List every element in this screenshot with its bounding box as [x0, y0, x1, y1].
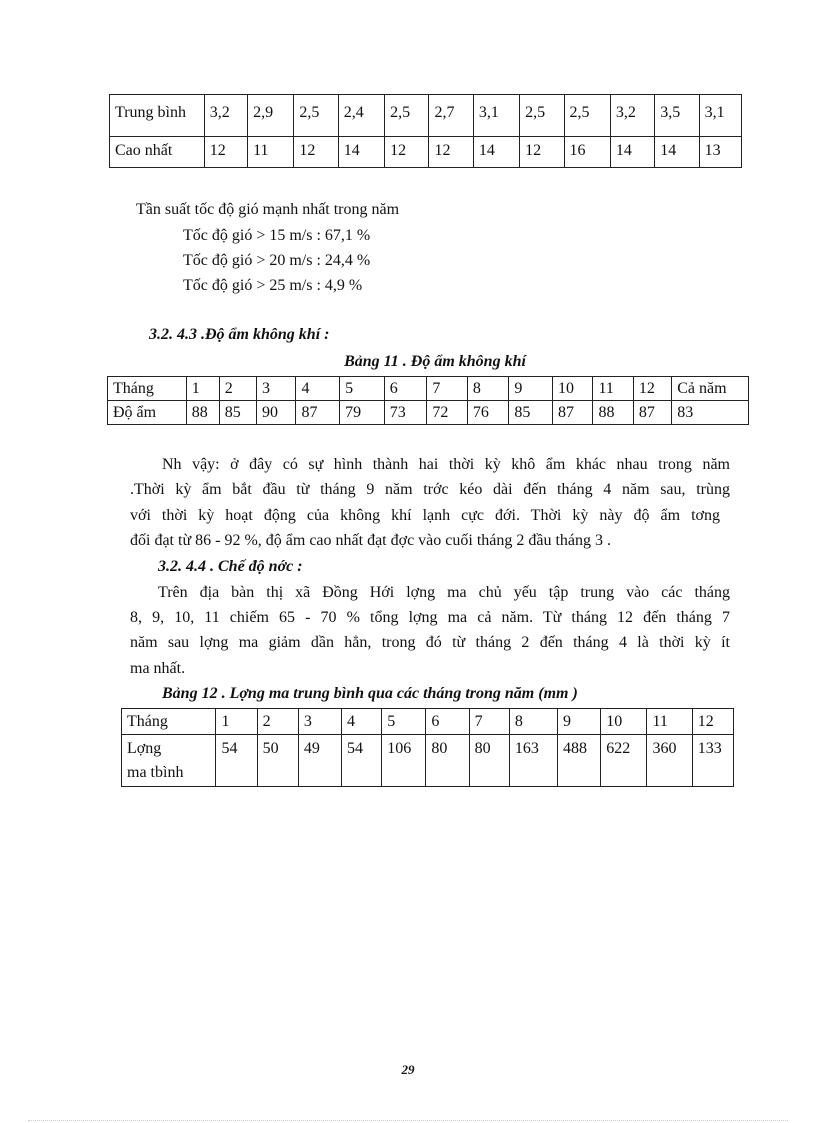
table-cell: 3,1 — [473, 95, 519, 137]
wind-freq-item: Tốc độ gió > 20 m/s : 24,4 % — [183, 252, 371, 269]
paragraph-line: .Thời kỳ ẩm bắt đầu từ tháng 9 năm trớc kéo dài đến tháng 4 năm sau, trùng — [130, 481, 730, 498]
column-header: 11 — [647, 709, 692, 735]
table-cell: 2,7 — [429, 95, 473, 137]
row-label: Cao nhất — [110, 137, 205, 168]
table-cell: 2,5 — [564, 95, 610, 137]
table-caption-humidity: Bảng 11 . Độ ẩm không khí — [344, 353, 526, 370]
table-cell: 88 — [186, 401, 219, 425]
humidity-table — [107, 376, 749, 425]
column-header: 2 — [257, 709, 298, 735]
paragraph-line: Trên địa bàn thị xã Đồng Hới lợng ma chủ yếu tập trung vào các tháng — [158, 584, 730, 601]
table-cell: 85 — [509, 401, 553, 425]
table-cell: 80 — [469, 735, 509, 787]
table-cell: 13 — [699, 137, 741, 168]
table-cell: 85 — [219, 401, 256, 425]
table-cell: 3,1 — [699, 95, 741, 137]
table-cell: 54 — [342, 735, 382, 787]
table-cell: 488 — [558, 735, 601, 787]
column-header: 9 — [509, 377, 553, 401]
row-label — [122, 735, 216, 787]
table-cell: 87 — [552, 401, 592, 425]
table-cell: 2,5 — [385, 95, 429, 137]
wind-freq-item: Tốc độ gió > 25 m/s : 4,9 % — [183, 277, 363, 294]
table-cell: 11 — [248, 137, 294, 168]
table-cell: 106 — [382, 735, 426, 787]
row-label: Độ ẩm — [108, 401, 187, 425]
column-header: 10 — [601, 709, 647, 735]
paragraph-line: Nh vậy: ở đây có sự hình thành hai thời kỳ khô ẩm khác nhau trong năm — [162, 456, 730, 473]
column-header: 8 — [467, 377, 509, 401]
table-cell: 73 — [384, 401, 427, 425]
table-cell: 3,2 — [610, 95, 654, 137]
paragraph-line: với thời kỳ hoạt động của không khí lạnh cực đới. Thời kỳ này độ ẩm tơng — [130, 507, 720, 524]
table-row — [122, 735, 734, 787]
wind-freq-item: Tốc độ gió > 15 m/s : 67,1 % — [183, 227, 371, 244]
row-label-line: Lợng — [127, 740, 162, 757]
table-row — [110, 95, 742, 137]
column-header: 12 — [633, 377, 671, 401]
table-cell: 14 — [338, 137, 384, 168]
column-header: 4 — [296, 377, 340, 401]
column-header: 7 — [427, 377, 467, 401]
bottom-divider — [28, 1120, 788, 1121]
table-cell: 80 — [426, 735, 469, 787]
column-header: 3 — [257, 377, 296, 401]
column-header: 5 — [382, 709, 426, 735]
column-header: 2 — [219, 377, 256, 401]
column-header: 7 — [469, 709, 509, 735]
column-header: 5 — [340, 377, 385, 401]
table-cell: 90 — [257, 401, 296, 425]
table-row — [110, 137, 742, 168]
row-label-line: ma tbình — [127, 764, 184, 781]
table-header-row — [108, 377, 749, 401]
section-heading-water: 3.2. 4.4 . Chế độ nớc : — [158, 558, 303, 575]
table-cell: 12 — [385, 137, 429, 168]
row-label: Trung bình — [110, 95, 205, 137]
table-caption-rainfall: Bảng 12 . Lợng ma trung bình qua các tháng trong năm (mm ) — [162, 685, 578, 702]
table-cell: 12 — [204, 137, 247, 168]
table-cell: 2,5 — [294, 95, 338, 137]
column-header: 4 — [342, 709, 382, 735]
table-cell: 622 — [601, 735, 647, 787]
paragraph-line: năm sau lợng ma giảm dần hẳn, trong đó từ tháng 2 đến tháng 4 là thời kỳ ít — [130, 634, 730, 651]
column-header: 1 — [216, 709, 257, 735]
table-cell: 12 — [429, 137, 473, 168]
table-cell: 163 — [509, 735, 557, 787]
column-header: Tháng — [108, 377, 187, 401]
column-header: 6 — [426, 709, 469, 735]
table-cell: 72 — [427, 401, 467, 425]
table-cell: 2,4 — [338, 95, 384, 137]
page-number: 29 — [401, 1062, 415, 1077]
table-cell: 14 — [473, 137, 519, 168]
table-cell: 49 — [298, 735, 341, 787]
paragraph-line: 8, 9, 10, 11 chiếm 65 - 70 % tổng lợng ma cả năm. Từ tháng 12 đến tháng 7 — [130, 609, 730, 626]
table-cell: 2,5 — [520, 95, 564, 137]
column-header: 3 — [298, 709, 341, 735]
column-header: 9 — [558, 709, 601, 735]
table-cell: 14 — [610, 137, 654, 168]
table-cell: 16 — [564, 137, 610, 168]
table-cell: 12 — [294, 137, 338, 168]
table-cell: 88 — [593, 401, 633, 425]
table-cell: 360 — [647, 735, 692, 787]
table-cell: 87 — [296, 401, 340, 425]
wind-speed-table — [109, 94, 742, 168]
paragraph-line: ma nhất. — [130, 660, 186, 677]
table-cell: 79 — [340, 401, 385, 425]
wind-freq-title: Tần suất tốc độ gió mạnh nhất trong năm — [136, 201, 400, 218]
column-header: 6 — [384, 377, 427, 401]
table-cell: 83 — [672, 401, 749, 425]
table-cell: 54 — [216, 735, 257, 787]
column-header: Tháng — [122, 709, 216, 735]
table-cell: 133 — [692, 735, 733, 787]
rainfall-table — [121, 708, 734, 787]
table-cell: 87 — [633, 401, 671, 425]
column-header: 12 — [692, 709, 733, 735]
table-cell: 2,9 — [248, 95, 294, 137]
table-cell: 12 — [520, 137, 564, 168]
paragraph-line: đối đạt từ 86 - 92 %, độ ẩm cao nhất đạt đợc vào cuối tháng 2 đầu tháng 3 . — [130, 532, 612, 549]
table-row — [108, 401, 749, 425]
section-heading-humidity: 3.2. 4.3 .Độ ẩm không khí : — [149, 326, 330, 343]
column-header: 1 — [186, 377, 219, 401]
table-cell: 50 — [257, 735, 298, 787]
column-header: 11 — [593, 377, 633, 401]
table-cell: 3,2 — [204, 95, 247, 137]
column-header: 8 — [509, 709, 557, 735]
table-cell: 14 — [655, 137, 699, 168]
column-header: 10 — [552, 377, 592, 401]
table-cell: 3,5 — [655, 95, 699, 137]
table-cell: 76 — [467, 401, 509, 425]
table-header-row — [122, 709, 734, 735]
column-header: Cả năm — [672, 377, 749, 401]
